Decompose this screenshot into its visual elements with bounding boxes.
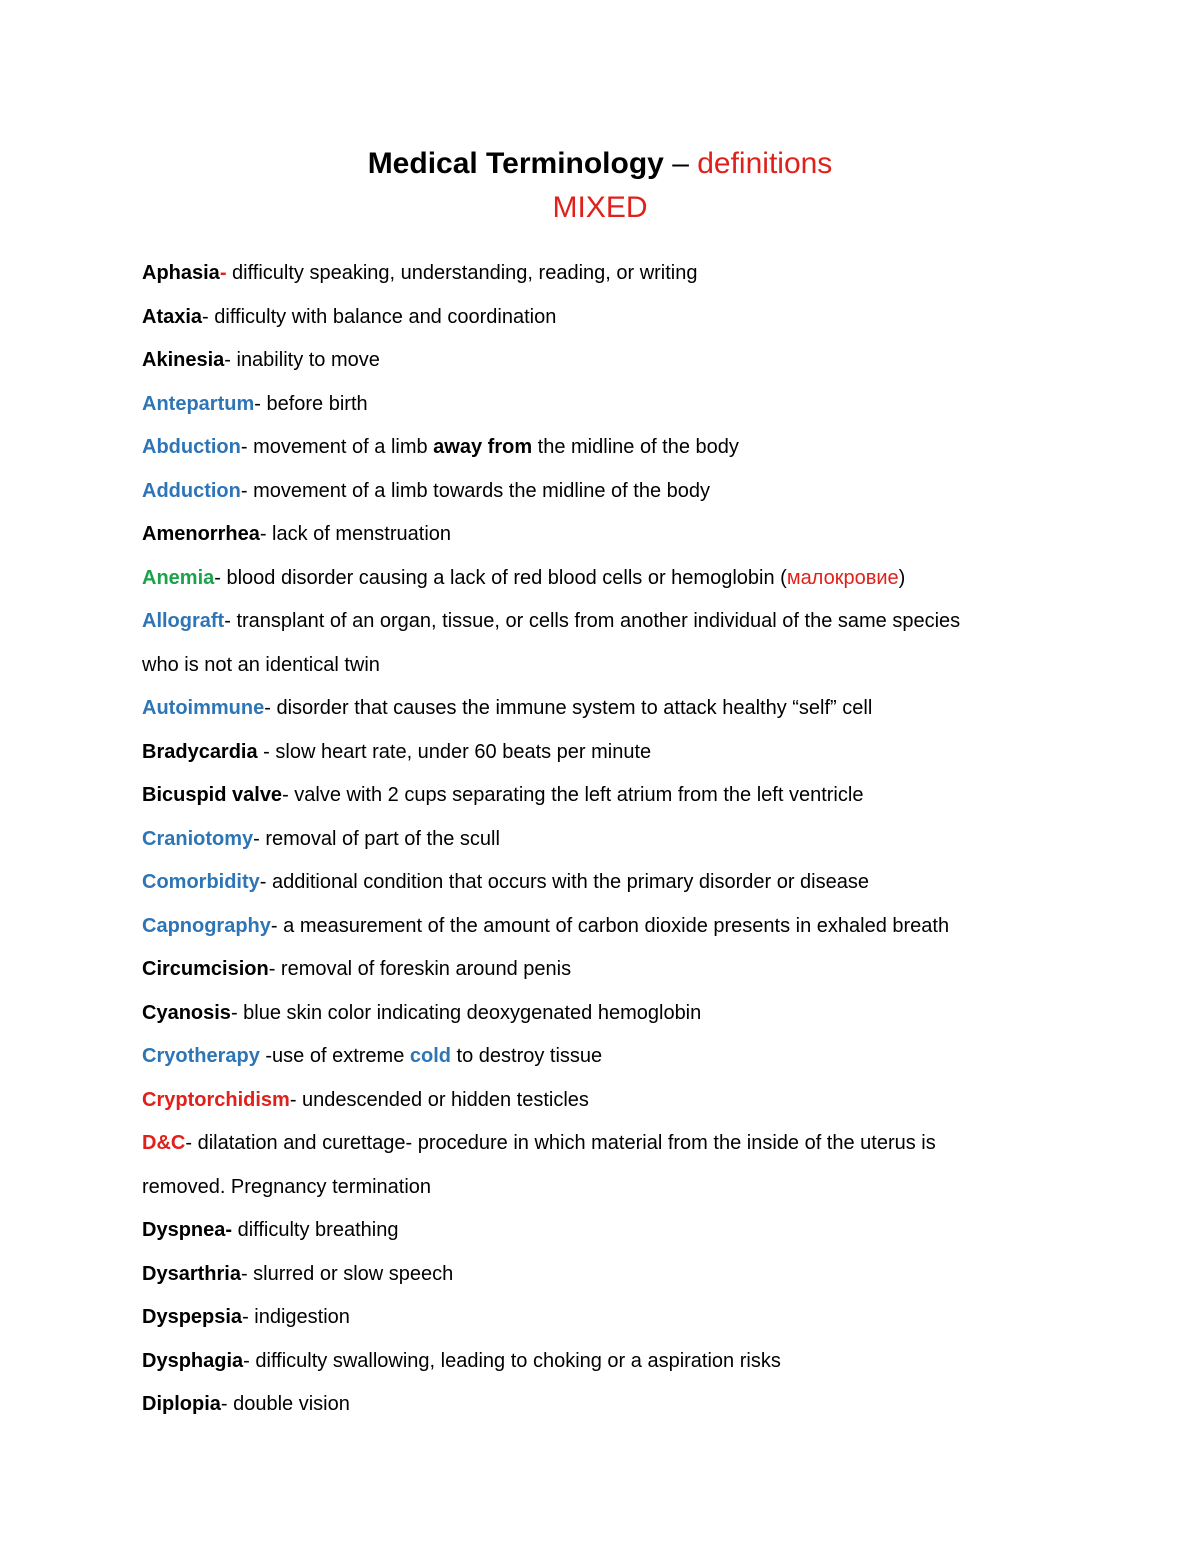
term: Circumcision — [142, 958, 269, 980]
term: Craniotomy — [142, 827, 254, 850]
term-separator: - — [240, 479, 248, 502]
term: Allograft — [142, 610, 225, 632]
definition-item — [142, 1035, 1042, 1079]
term-separator: - — [268, 958, 276, 980]
definition-item — [142, 339, 1042, 383]
definition-item — [142, 861, 1042, 905]
term: Akinesia — [142, 349, 225, 371]
term-separator: - — [253, 827, 260, 850]
term-separator: - — [240, 1262, 248, 1285]
term-separator: - — [224, 349, 231, 371]
term-separator: - — [220, 1393, 228, 1415]
term: Dyspepsia — [142, 1306, 243, 1328]
definition: use of extreme — [272, 1045, 410, 1067]
definition-continuation — [142, 644, 1042, 688]
definition-item — [142, 992, 1042, 1036]
term: Bicuspid valve — [142, 784, 283, 806]
definition-item — [142, 818, 1042, 862]
definition-item — [142, 1296, 1042, 1340]
term: D&C — [142, 1132, 186, 1154]
title-block — [0, 142, 1200, 230]
term-separator: - — [202, 305, 209, 328]
definition: blue skin color indicating deoxygenated hemoglobin — [237, 1001, 702, 1024]
definition: - slow heart rate, under 60 beats per minute — [257, 740, 652, 763]
definition-item — [142, 1253, 1042, 1297]
term: Aphasia — [142, 262, 220, 284]
title-accent: definitions — [697, 147, 833, 180]
definition-emphasis: cold — [409, 1045, 451, 1067]
term-separator: - — [259, 871, 267, 893]
term-separator: - — [219, 262, 227, 284]
definition-item — [142, 383, 1042, 427]
definition: transplant of an organ, tissue, or cells from another individual of the same species — [230, 610, 961, 632]
definition: dilatation and curettage- procedure in which material from the inside of the uterus is — [192, 1132, 936, 1154]
term-separator: - — [282, 784, 289, 806]
term: Diplopia — [142, 1393, 221, 1415]
definition: additional condition that occurs with the primary disorder or disease — [266, 871, 869, 893]
term: Amenorrhea — [142, 523, 260, 545]
term-separator: - — [242, 1306, 249, 1328]
term-separator: - — [214, 566, 221, 589]
term-separator: - — [259, 523, 267, 545]
definition: indigestion — [248, 1306, 350, 1328]
definition-item — [142, 252, 1042, 296]
term-separator: - — [259, 1045, 273, 1067]
definition-item — [142, 600, 1042, 644]
title-main: Medical Terminology — [367, 147, 664, 180]
page-title — [0, 142, 1200, 186]
definition-item — [142, 470, 1042, 514]
definition: who is not an identical twin — [142, 653, 380, 676]
definition-item — [142, 296, 1042, 340]
term: Cryotherapy — [142, 1045, 260, 1067]
term: Abduction — [142, 436, 241, 458]
term: Ataxia — [142, 305, 203, 328]
term: Capnography — [142, 914, 271, 937]
term: Adduction — [142, 479, 241, 502]
term-separator: - — [264, 697, 271, 719]
term-separator: - — [254, 392, 261, 415]
definition: difficulty breathing — [232, 1219, 399, 1241]
definition-item — [142, 557, 1042, 601]
definition: difficulty with balance and coordination — [208, 305, 557, 328]
term: Anemia — [142, 566, 215, 589]
definition-continuation — [142, 1166, 1042, 1210]
definition-item — [142, 1122, 1042, 1166]
definition: lack of menstruation — [266, 523, 452, 545]
definition: difficulty swallowing, leading to choking or a aspiration risks — [249, 1349, 781, 1372]
term-separator: - — [224, 610, 231, 632]
term: Cyanosis — [142, 1001, 231, 1024]
definition: blood disorder causing a lack of red blood cells or hemoglobin ( — [220, 566, 787, 589]
definition: to destroy tissue — [451, 1045, 603, 1067]
definition-item — [142, 1079, 1042, 1123]
definition: movement of a limb — [247, 436, 434, 458]
definition: ) — [898, 566, 906, 589]
definition: movement of a limb towards the midline of the body — [247, 479, 710, 502]
term-separator: - — [230, 1001, 238, 1024]
definition: the midline of the body — [532, 436, 739, 458]
definition-item — [142, 1209, 1042, 1253]
term: Autoimmune — [142, 697, 265, 719]
term-separator: - — [289, 1088, 297, 1111]
definition: removal of part of the scull — [259, 827, 500, 850]
definition: valve with 2 cups separating the left atrium from the left ventricle — [288, 784, 864, 806]
term: Cryptorchidism — [142, 1088, 290, 1111]
definition-list — [142, 252, 1042, 1427]
definition: disorder that causes the immune system to attack healthy “self” cell — [270, 697, 873, 719]
definition: removal of foreskin around penis — [275, 958, 572, 980]
definition: slurred or slow speech — [247, 1262, 454, 1285]
definition: inability to move — [230, 349, 380, 371]
term: Dysarthria — [142, 1262, 241, 1285]
term: Bradycardia — [142, 740, 258, 763]
definition-item — [142, 774, 1042, 818]
definition: before birth — [260, 392, 368, 415]
term: Comorbidity — [142, 871, 260, 893]
definition: undescended or hidden testicles — [296, 1088, 589, 1111]
definition-translation: малокровие — [786, 566, 899, 589]
term-separator: - — [270, 914, 278, 937]
term: Dyspnea — [142, 1219, 226, 1241]
title-dash: – — [663, 147, 698, 180]
definition: a measurement of the amount of carbon dioxide presents in exhaled breath — [277, 914, 950, 937]
term-separator: - — [243, 1349, 250, 1372]
definition-item — [142, 426, 1042, 470]
definition-item — [142, 687, 1042, 731]
term-separator: - — [225, 1219, 233, 1241]
term: Antepartum — [142, 392, 255, 415]
definition: removed. Pregnancy termination — [142, 1175, 432, 1198]
definition-item — [142, 948, 1042, 992]
definition: double vision — [227, 1393, 350, 1415]
term-separator: - — [185, 1132, 193, 1154]
definition: difficulty speaking, understanding, reading, or writing — [226, 262, 698, 284]
definition-item — [142, 1383, 1042, 1427]
definition-item — [142, 513, 1042, 557]
definition-item — [142, 731, 1042, 775]
term-separator: - — [240, 436, 248, 458]
definition-item — [142, 905, 1042, 949]
definition-emphasis: away from — [433, 436, 533, 458]
page-subtitle: MIXED — [552, 191, 648, 224]
definition-item — [142, 1340, 1042, 1384]
term: Dysphagia — [142, 1349, 244, 1372]
